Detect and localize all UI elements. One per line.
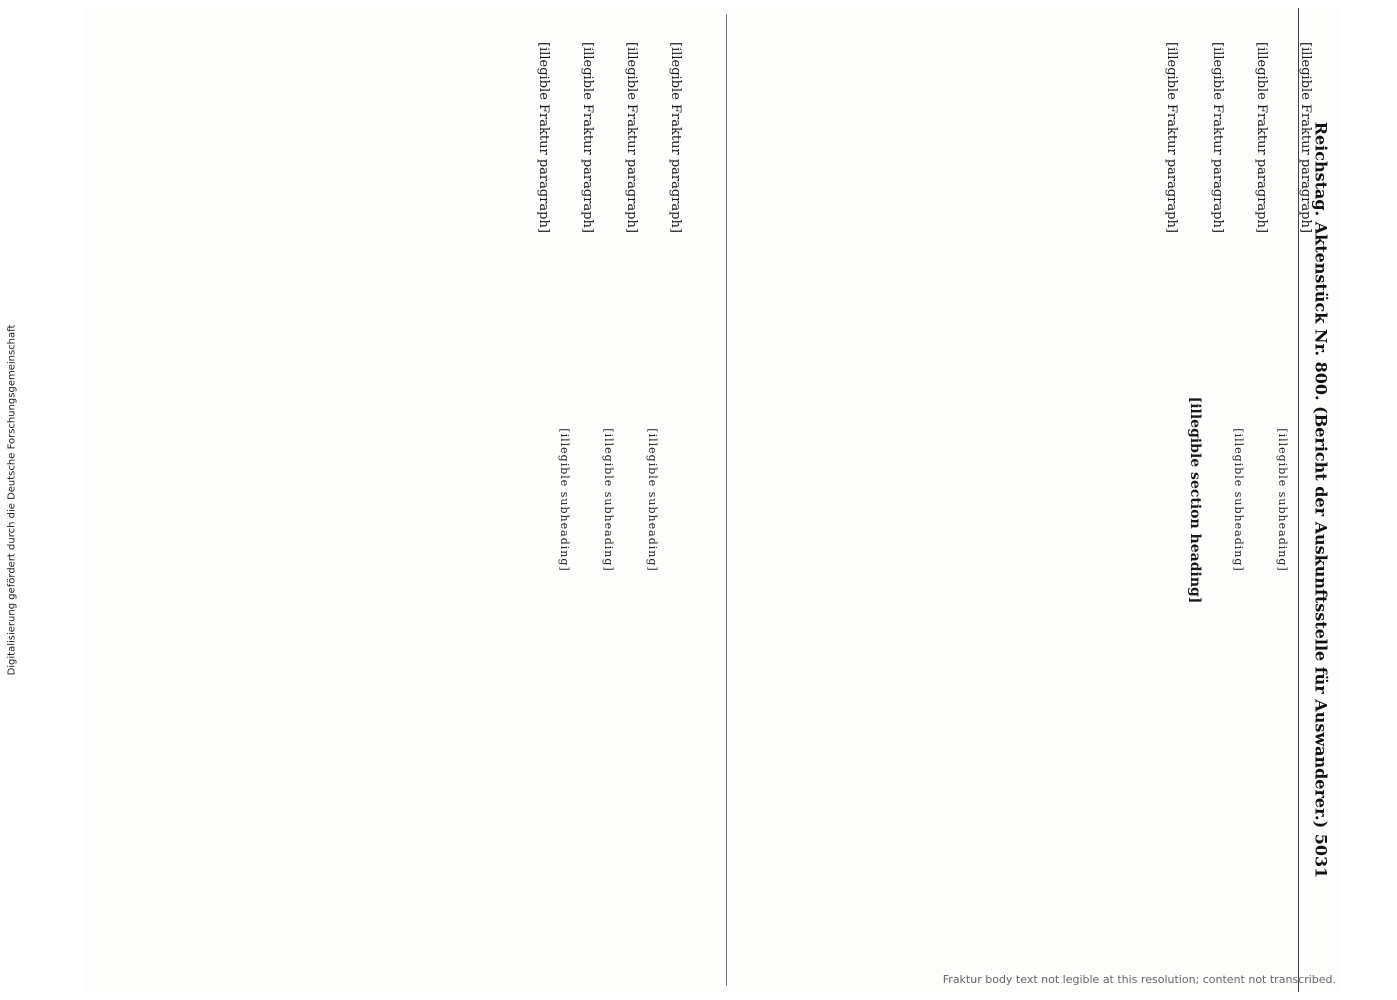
paragraph: [illegible Fraktur paragraph]: [624, 42, 639, 233]
paragraph: [illegible Fraktur paragraph]: [536, 42, 551, 233]
subheading: [illegible subheading]: [646, 428, 659, 572]
column-left: [116, 16, 686, 984]
paragraph: [illegible Fraktur paragraph]: [668, 42, 683, 233]
paragraph: [illegible Fraktur paragraph]: [1298, 42, 1313, 233]
column-divider: [726, 14, 727, 986]
subheading: [illegible subheading]: [558, 428, 571, 572]
paragraph: [illegible Fraktur paragraph]: [1254, 42, 1269, 233]
page-header-title: Reichstag. Aktenstück Nr. 800. (Bericht der Auskunftsstelle für Auswanderer.) 5031: [1311, 121, 1330, 879]
section-heading: [illegible section heading]: [1187, 396, 1203, 604]
paragraph: [illegible Fraktur paragraph]: [1164, 42, 1179, 233]
scanned-sheet: [86, 8, 1342, 992]
transcription-notice: Fraktur body text not legible at this resolution; content not transcribed.: [942, 973, 1336, 986]
subheading: [illegible subheading]: [1232, 428, 1245, 572]
side-credit-text: Digitalisierung gefördert durch die Deutsche Forschungsgemeinschaft: [6, 324, 18, 676]
column-right: [746, 16, 1316, 984]
side-credit: [0, 0, 24, 1000]
subheading: [illegible subheading]: [602, 428, 615, 572]
subheading: [illegible subheading]: [1276, 428, 1289, 572]
column-right-text: [746, 16, 1316, 984]
column-left-text: [116, 16, 686, 984]
paragraph: [illegible Fraktur paragraph]: [580, 42, 595, 233]
paragraph: [illegible Fraktur paragraph]: [1210, 42, 1225, 233]
